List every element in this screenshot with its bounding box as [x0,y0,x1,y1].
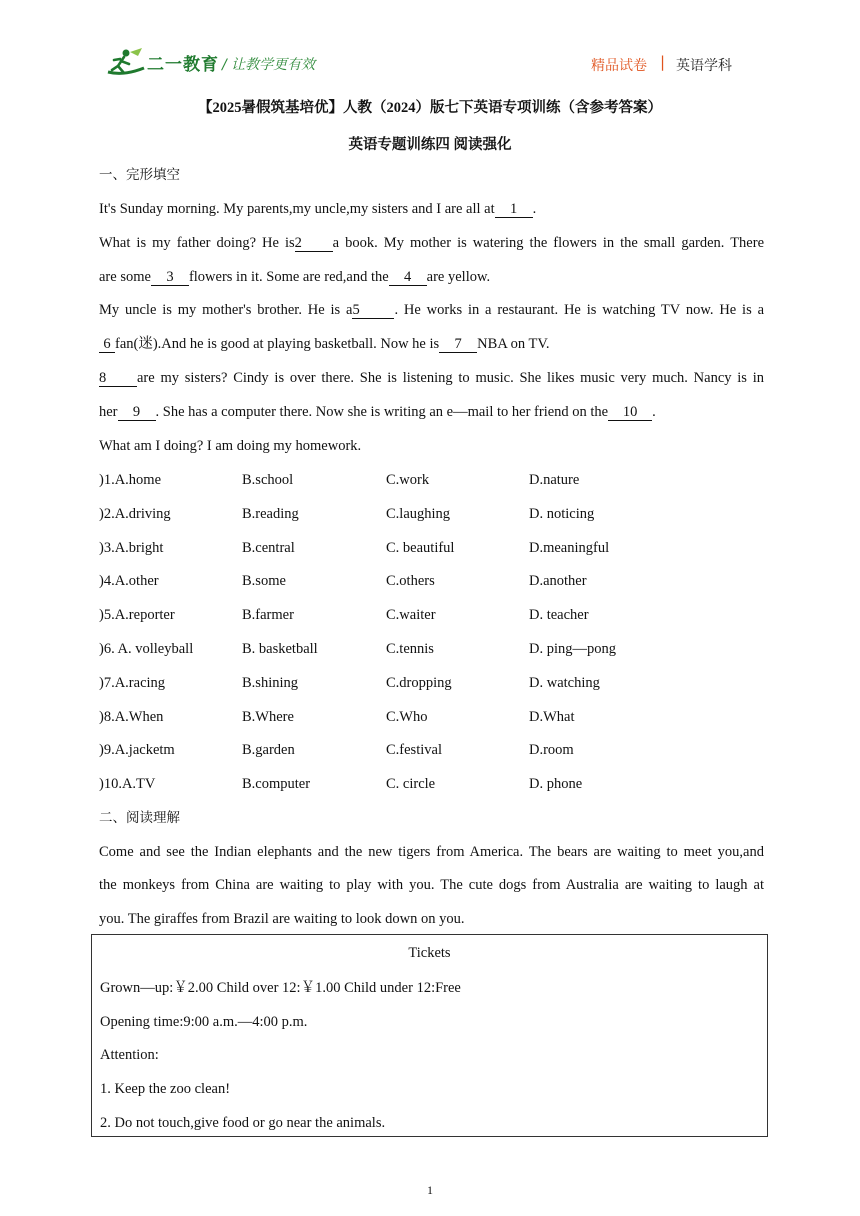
option-b: B.computer [242,776,311,792]
passage-text: What is my father doing? He is [99,235,295,251]
option-a: )2.A.driving [99,506,171,522]
passage-line-3 [99,268,490,286]
option-a: )4.A.other [99,573,159,589]
option-d: D. phone [529,776,583,792]
blank-7: 7 [439,336,477,353]
option-c: C. beautiful [386,540,455,556]
option-d: D.meaningful [529,540,610,556]
passage-text: are yellow. [426,269,491,285]
rule-1: 1. Keep the zoo clean! [100,1081,231,1097]
option-b: B.school [242,472,294,488]
attention-label: Attention: [100,1047,159,1063]
blank-6: 6 [99,336,115,353]
rule-2: 2. Do not touch,give food or go near the animals. [100,1115,386,1131]
reading-line-1: Come and see the Indian elephants and the new tigers from America. The bears are waiting to meet you,and [99,844,764,860]
passage-text: are some [99,269,151,285]
option-d: D. teacher [529,607,589,623]
ticket-notice-box [91,934,768,1137]
section-heading-reading: 二、阅读理解 [99,810,180,826]
option-a: )9.A.jacketm [99,742,175,758]
option-b: B.Where [242,709,294,725]
option-c: C.laughing [386,506,451,522]
slogan: / 让教学更有效 [222,57,316,73]
option-c: C.festival [386,742,442,758]
blank-5: 5 [352,302,394,319]
option-c: C. circle [386,776,436,792]
reading-line-3: you. The giraffes from Brazil are waiting to look down on you. [99,911,465,927]
option-a: )1.A.home [99,472,162,488]
passage-text: . [652,404,656,420]
option-b: B.central [242,540,295,556]
option-a: )3.A.bright [99,540,164,556]
passage-text: My uncle is my mother's brother. He is a [99,302,353,318]
option-c: C.dropping [386,675,452,691]
passage-line-8: What am I doing? I am doing my homework. [99,438,362,454]
blank-9: 9 [118,404,156,421]
option-d: D. watching [529,675,600,691]
blank-8: 8 [99,370,137,387]
option-a: )10.A.TV [99,776,156,792]
passage-text: . [532,201,537,217]
blank-4: 4 [389,269,427,286]
option-d: D.What [529,709,575,725]
blank-10: 10 [608,404,652,421]
passage-line-2 [99,234,764,252]
ticket-prices: Grown—up:￥2.00 Child over 12:￥1.00 Child under 12:Free [100,980,461,996]
option-b: B.garden [242,742,295,758]
passage-text: flowers in it. Some are red,and the [188,269,389,285]
passage-text: fan(迷).And he is good at playing basketball. Now he is [115,336,440,352]
page-header [0,0,860,90]
option-c: C.waiter [386,607,436,623]
option-d: D.room [529,742,574,758]
option-d: D.another [529,573,587,589]
ticket-title: Tickets [408,945,451,961]
option-b: B.farmer [242,607,294,623]
document-title: 【2025暑假筑基培优】人教（2024）版七下英语专项训练（含参考答案） [198,100,662,116]
document-subtitle: 英语专题训练四 阅读强化 [348,137,512,153]
option-c: C.work [386,472,430,488]
passage-text: . He works in a restaurant. He is watching TV now. He is a [394,302,765,318]
logo-text: 二一教育 [147,55,219,75]
option-c: C.others [386,573,435,589]
passage-line-7 [99,403,656,421]
option-d: D. ping—pong [529,641,616,657]
option-b: B.shining [242,675,298,691]
blank-2: 2 [295,235,333,252]
option-a: )8.A.When [99,709,164,725]
option-b: B. basketball [242,641,318,657]
passage-text: her [99,404,118,420]
passage-text: a book. My mother is watering the flowers in the small garden. There [332,235,765,251]
passage-text: NBA on TV. [477,336,550,352]
premium-paper-tag: 精品试卷 [591,58,647,74]
passage-line-6 [99,369,764,387]
header-separator: | [660,53,666,71]
passage-text: are my sisters? Cindy is over there. She is listening to music. She likes music very much. Nancy is in [137,370,764,386]
opening-time: Opening time:9:00 a.m.—4:00 p.m. [100,1014,308,1030]
option-c: C.Who [386,709,428,725]
option-a: )7.A.racing [99,675,166,691]
option-b: B.some [242,573,286,589]
option-a: )5.A.reporter [99,607,175,623]
option-d: D.nature [529,472,580,488]
passage-line-4 [99,301,764,319]
option-a: )6. A. volleyball [99,641,194,657]
option-d: D. noticing [529,506,595,522]
passage-line-5 [99,335,550,353]
blank-1: 1 [495,201,533,218]
reading-line-2: the monkeys from China are waiting to play with you. The cute dogs from Australia are waiting to laugh at [99,877,764,893]
blank-3: 3 [151,269,189,286]
page-number: 1 [427,1183,433,1197]
passage-text: It's Sunday morning. My parents,my uncle,my sisters and I are all at [99,201,495,217]
option-b: B.reading [242,506,299,522]
passage-line-1 [99,200,536,218]
passage-text: . She has a computer there. Now she is writing an e—mail to her friend on the [155,404,609,420]
subject-tag: 英语学科 [676,58,732,74]
section-heading-cloze: 一、完形填空 [99,167,180,183]
option-c: C.tennis [386,641,434,657]
